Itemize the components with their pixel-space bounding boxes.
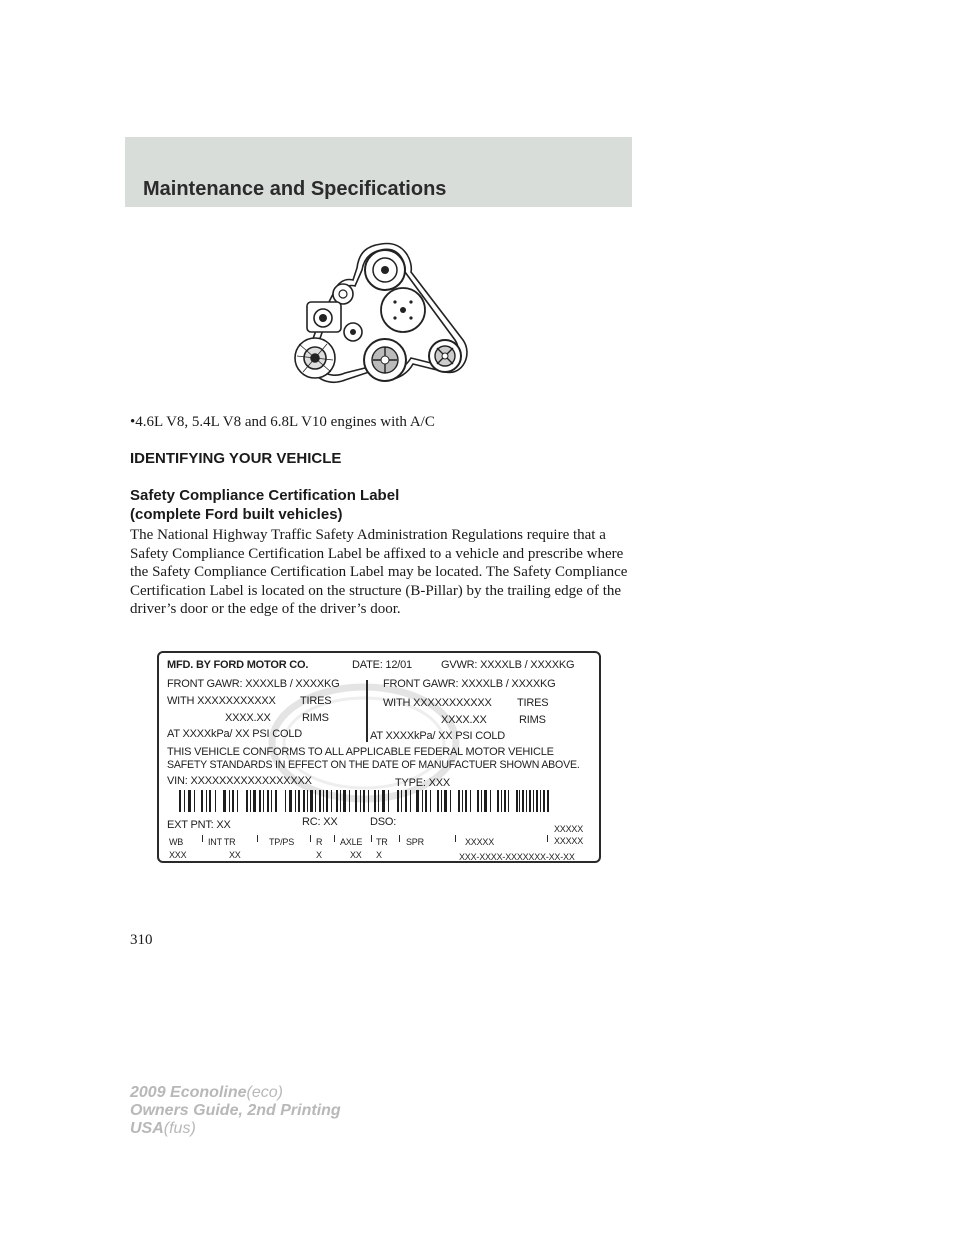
small-idler-pulley [333, 284, 353, 304]
ac-compressor-pulley [429, 340, 461, 372]
subsection-heading-line2: (complete Ford built vehicles) [130, 506, 343, 523]
label-wb-value: XXX [169, 850, 187, 860]
footer-line2: Owners Guide, 2nd Printing [130, 1102, 341, 1119]
label-tr-value: X [376, 850, 382, 860]
label-conformance-line1: THIS VEHICLE CONFORMS TO ALL APPLICABLE FEDERAL MOTOR VEHICLE [167, 746, 554, 758]
label-right-rims-value: XXXX.XX [441, 714, 487, 726]
label-axle-value: XX [350, 850, 362, 860]
label-rc: RC: XX [302, 816, 338, 828]
footer-market: USA [130, 1120, 164, 1137]
label-tick [257, 835, 258, 842]
label-tick [547, 835, 548, 842]
label-axle: AXLE [340, 837, 363, 847]
crankshaft-pulley [364, 339, 406, 381]
label-conformance-line2: SAFETY STANDARDS IN EFFECT ON THE DATE OF MANUFACTUER SHOWN ABOVE. [167, 759, 580, 771]
label-dso: DSO: [370, 816, 397, 828]
footer-model-code: (eco) [246, 1084, 283, 1101]
label-tp-ps: TP/PS [269, 837, 295, 847]
label-right-gawr: FRONT GAWR: XXXXLB / XXXXKG [383, 678, 556, 690]
label-tick [310, 835, 311, 842]
section-title: Maintenance and Specifications [143, 178, 447, 200]
alternator [295, 338, 335, 378]
label-right-with: WITH XXXXXXXXXXX [383, 697, 492, 709]
label-spr: SPR [406, 837, 424, 847]
footer-line3 [130, 1120, 341, 1138]
label-wb: WB [169, 837, 184, 847]
label-right-code2: XXXXX [554, 836, 584, 846]
body-paragraph: The National Highway Traffic Safety Administration Regulations require that a Safety Compliance Certification Label be affixed to a vehicle and prescribe where the Safety Compliance Certification Label may be located. The Safety Compliance Certification Label is located on the structure (B-Pillar) by the trailing edge of the driver’s door or the edge of the driver’s door. [130, 527, 628, 617]
footer-market-code: (fus) [163, 1120, 196, 1137]
label-type: TYPE: XXX [395, 777, 451, 789]
label-bottom-code: XXX-XXXX-XXXXXXX-XX-XX [459, 852, 575, 862]
accessory-drive-belt-diagram [285, 232, 475, 392]
label-left-gawr: FRONT GAWR: XXXXLB / XXXXKG [167, 678, 340, 690]
section-header-band [125, 137, 632, 207]
subsection-heading-line1: Safety Compliance Certification Label [130, 487, 400, 504]
label-spr-value: XXXXX [465, 837, 495, 847]
label-left-tires: TIRES [300, 695, 332, 707]
label-r-value: X [316, 850, 322, 860]
label-date: DATE: 12/01 [352, 659, 412, 671]
label-left-rims-value: XXXX.XX [225, 712, 271, 724]
label-tick [334, 835, 335, 842]
label-ext-pnt: EXT PNT: XX [167, 819, 231, 831]
vin-barcode [179, 790, 551, 812]
label-vin: VIN: XXXXXXXXXXXXXXXXX [167, 775, 312, 787]
label-left-pressure: AT XXXXkPa/ XX PSI COLD [167, 728, 302, 740]
label-left-with: WITH XXXXXXXXXXX [167, 695, 276, 707]
label-manufacturer: MFD. BY FORD MOTOR CO. [167, 659, 309, 671]
engine-bullet-item [130, 414, 435, 431]
footer-line1 [130, 1084, 341, 1102]
certification-label-illustration [157, 651, 601, 863]
label-r: R [316, 837, 323, 847]
label-right-code1: XXXXX [554, 824, 584, 834]
section-heading: IDENTIFYING YOUR VEHICLE [130, 450, 342, 467]
label-tick [455, 835, 456, 842]
label-tr: TR [376, 837, 388, 847]
label-tick [399, 835, 400, 842]
label-column-divider [366, 680, 368, 742]
label-int-tr: INT TR [208, 837, 236, 847]
page-number: 310 [130, 932, 153, 948]
label-right-tires: TIRES [517, 697, 549, 709]
label-right-pressure: AT XXXXkPa/ XX PSI COLD [370, 730, 505, 742]
label-int-tr-value: XX [229, 850, 241, 860]
label-left-rims: RIMS [302, 712, 329, 724]
label-tick [202, 835, 203, 842]
subsection-heading [130, 486, 399, 524]
label-gvwr: GVWR: XXXXLB / XXXXKG [441, 659, 575, 671]
document-footer [130, 1084, 341, 1138]
bullet-marker: • [130, 414, 136, 430]
bullet-text: 4.6L V8, 5.4L V8 and 6.8L V10 engines with A/C [135, 414, 435, 430]
label-tick [371, 835, 372, 842]
label-right-rims: RIMS [519, 714, 546, 726]
footer-model: 2009 Econoline [130, 1084, 247, 1101]
